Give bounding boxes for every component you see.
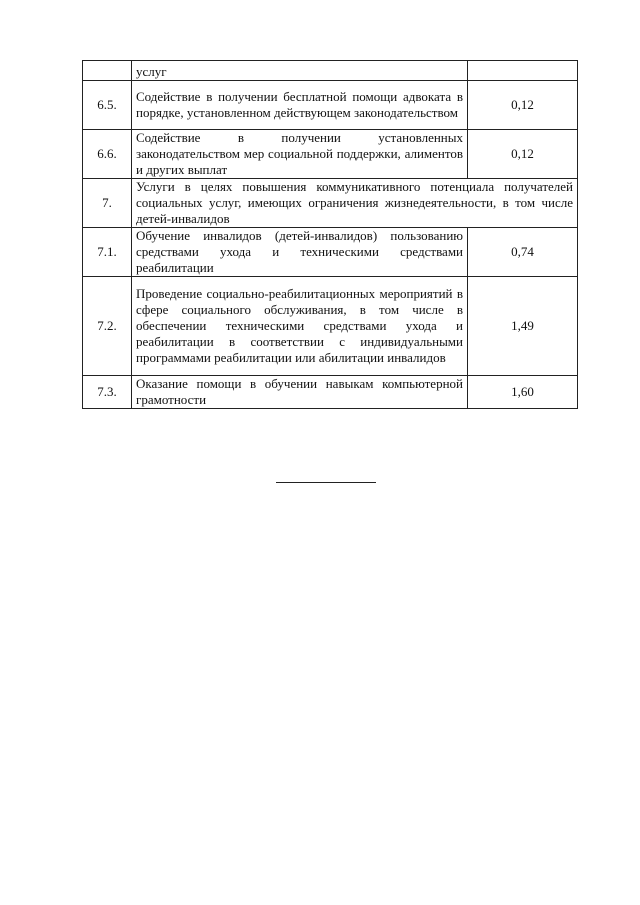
table-row [83, 81, 578, 130]
table-row [83, 228, 578, 277]
table-row [83, 61, 578, 81]
row-value: 1,60 [468, 376, 578, 409]
row-service-name: Содействие в получении бесплатной помощи адвоката в порядке, установленном действующем законодательством [132, 81, 468, 130]
row-value: 0,12 [468, 130, 578, 179]
row-value: 1,49 [468, 277, 578, 376]
end-separator-line [276, 482, 376, 483]
table-row [83, 277, 578, 376]
row-number: 7. [83, 179, 132, 228]
row-number: 7.1. [83, 228, 132, 277]
row-value: 0,74 [468, 228, 578, 277]
table-row [83, 376, 578, 409]
row-service-name: Оказание помощи в обучении навыкам компьютерной грамотности [132, 376, 468, 409]
row-number: 6.6. [83, 130, 132, 179]
services-table [82, 60, 578, 409]
row-section-title: Услуги в целях повышения коммуникативного потенциала получателей социальных услуг, имеющих ограничения жизнедеятельности, в том числе детей-инвалидов [132, 179, 578, 228]
row-number: 7.3. [83, 376, 132, 409]
row-value [468, 61, 578, 81]
row-service-name: Проведение социально-реабилитационных мероприятий в сфере социального обслуживания, в том числе в обеспечении техническими средствами ухода и реабилитации в соответствии с индивидуальными программами реабилитации или абилитации инвалидов [132, 277, 468, 376]
table-row-section [83, 179, 578, 228]
row-value: 0,12 [468, 81, 578, 130]
table-row [83, 130, 578, 179]
row-service-name: Содействие в получении установленных законодательством мер социальной поддержки, алиментов и других выплат [132, 130, 468, 179]
row-number [83, 61, 132, 81]
row-service-name: услуг [132, 61, 468, 81]
row-service-name: Обучение инвалидов (детей-инвалидов) пользованию средствами ухода и техническими средствами реабилитации [132, 228, 468, 277]
row-number: 7.2. [83, 277, 132, 376]
row-number: 6.5. [83, 81, 132, 130]
